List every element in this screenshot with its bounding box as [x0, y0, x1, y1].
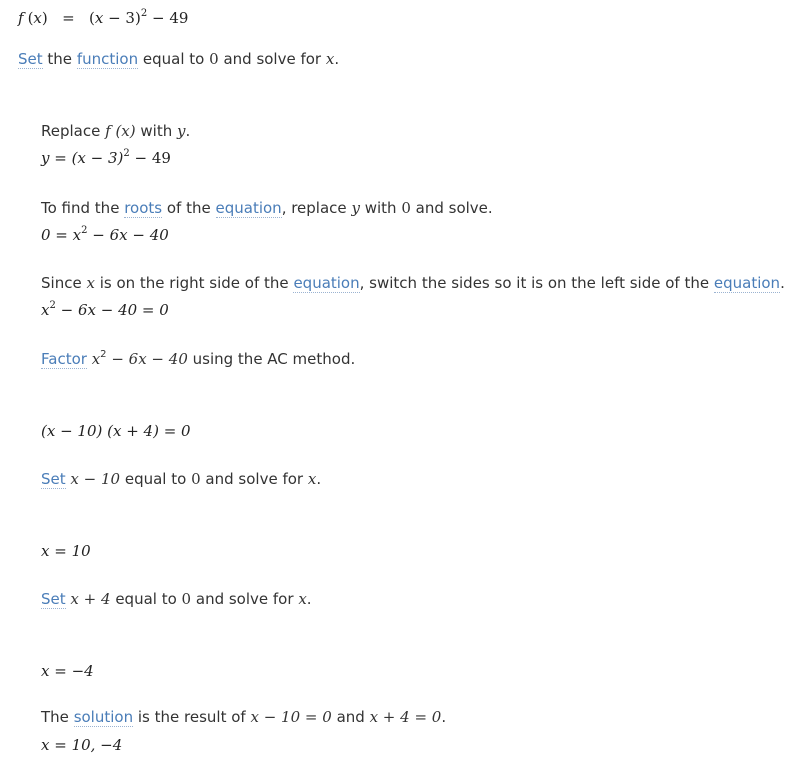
step5-x: x	[307, 470, 317, 488]
step2-eq-a: 0 = x	[41, 226, 82, 244]
step1-text	[41, 121, 190, 141]
exponent: 2	[140, 8, 148, 19]
step1-exp: 2	[123, 148, 130, 159]
step3-text-1: Since	[41, 274, 82, 292]
step2-text-4: with	[364, 199, 397, 217]
step4-expr-b: − 6x − 40	[111, 350, 188, 368]
step6-text	[41, 589, 312, 609]
step2-y: y	[351, 199, 360, 217]
final-answer-eq: x = 10, −4	[41, 736, 123, 754]
step5-text-2: and solve for	[205, 470, 304, 488]
step6-dot: .	[306, 590, 312, 608]
step2-equation	[41, 225, 169, 245]
conclusion-expr-2: x + 4 = 0	[369, 708, 442, 726]
step5-text	[41, 469, 321, 489]
step2-text-1: To find the	[41, 199, 120, 217]
const-three: 3	[125, 9, 135, 27]
step4-exp: 2	[100, 349, 107, 360]
step2-exp: 2	[81, 225, 88, 236]
step5-result	[41, 541, 91, 561]
step4-eq: (x − 10) (x + 4) = 0	[41, 422, 191, 440]
equation-link-1[interactable]: equation	[293, 274, 360, 292]
step6-zero: 0	[181, 590, 192, 608]
step5-result-eq: x = 10	[41, 542, 91, 560]
step2-text-3: , replace	[281, 199, 347, 217]
set-link[interactable]: Set	[18, 50, 43, 68]
step6-result-eq: x = −4	[41, 662, 94, 680]
solution-link[interactable]: solution	[73, 708, 134, 726]
step1-text-2: with	[140, 122, 173, 140]
step5-expr: x − 10	[70, 470, 121, 488]
step6-x: x	[298, 590, 307, 608]
conclusion-text	[41, 707, 446, 727]
intro-text-1: the	[47, 50, 73, 68]
step2-text	[41, 198, 493, 218]
step3-x: x	[86, 274, 95, 292]
set-link-2[interactable]: Set	[41, 470, 66, 488]
step1-equation	[41, 148, 171, 168]
var-x: x	[33, 9, 42, 27]
step6-expr: x + 4	[70, 590, 111, 608]
intro-var: x	[325, 50, 335, 68]
step3-eq-b: − 6x − 40 = 0	[60, 301, 169, 319]
step6-text-1: equal to	[115, 590, 177, 608]
rparen: )	[41, 9, 48, 27]
step2-text-2: of the	[166, 199, 211, 217]
step3-text-2: is on the right side of the	[99, 274, 289, 292]
expr-rparen: )	[134, 9, 141, 27]
step1-eq-tail: − 49	[134, 149, 171, 167]
step3-text-3: , switch the sides so it is on the left side of the	[359, 274, 710, 292]
conclusion-text-2: is the result of	[137, 708, 246, 726]
intro-zero: 0	[209, 50, 219, 68]
factor-link[interactable]: Factor	[41, 350, 87, 368]
lparen: (	[27, 9, 34, 27]
step1-eq: y = (x − 3)	[41, 149, 124, 167]
step4-text	[41, 349, 355, 369]
function-link[interactable]: function	[76, 50, 139, 68]
header-equation	[18, 8, 188, 28]
conclusion-text-3: and	[336, 708, 365, 726]
step1-y: y	[177, 122, 186, 140]
conclusion-text-1: The	[41, 708, 69, 726]
equals-sign: =	[62, 9, 75, 27]
step3-equation	[41, 300, 169, 320]
conclusion-dot: .	[441, 708, 447, 726]
step1-text-1: Replace	[41, 122, 101, 140]
set-link-3[interactable]: Set	[41, 590, 66, 608]
step4-text: using the AC method.	[192, 350, 356, 368]
final-answer	[41, 735, 122, 755]
equation-link[interactable]: equation	[215, 199, 282, 217]
minus-sign: −	[108, 9, 121, 27]
step5-text-1: equal to	[124, 470, 187, 488]
step1-fx: f (x)	[105, 122, 136, 140]
conclusion-expr-1: x − 10 = 0	[250, 708, 332, 726]
intro-dot: .	[334, 50, 340, 68]
step3-eq-a: x	[41, 301, 50, 319]
step6-result	[41, 661, 94, 681]
step1-dot: .	[185, 122, 191, 140]
equation-link-2[interactable]: equation	[713, 274, 781, 292]
step4-equation	[41, 421, 191, 441]
expr-lparen: (	[88, 9, 95, 27]
step4-expr-a: x	[91, 350, 101, 368]
intro-text-3: and solve for	[223, 50, 322, 68]
intro-line	[18, 49, 339, 69]
step5-zero: 0	[191, 470, 201, 488]
roots-link[interactable]: roots	[124, 199, 163, 217]
step2-eq-b: − 6x − 40	[92, 226, 169, 244]
func-name: f	[18, 9, 24, 27]
const-49: 49	[169, 9, 189, 27]
step5-dot: .	[316, 470, 322, 488]
step3-exp: 2	[49, 300, 56, 311]
step3-text	[41, 273, 785, 293]
expr-var-x: x	[94, 9, 104, 27]
step2-zero: 0	[401, 199, 411, 217]
step2-text-5: and solve.	[415, 199, 493, 217]
step6-text-2: and solve for	[195, 590, 294, 608]
step3-dot: .	[780, 274, 785, 292]
minus-sign-2: −	[151, 9, 165, 27]
intro-text-2: equal to	[142, 50, 205, 68]
